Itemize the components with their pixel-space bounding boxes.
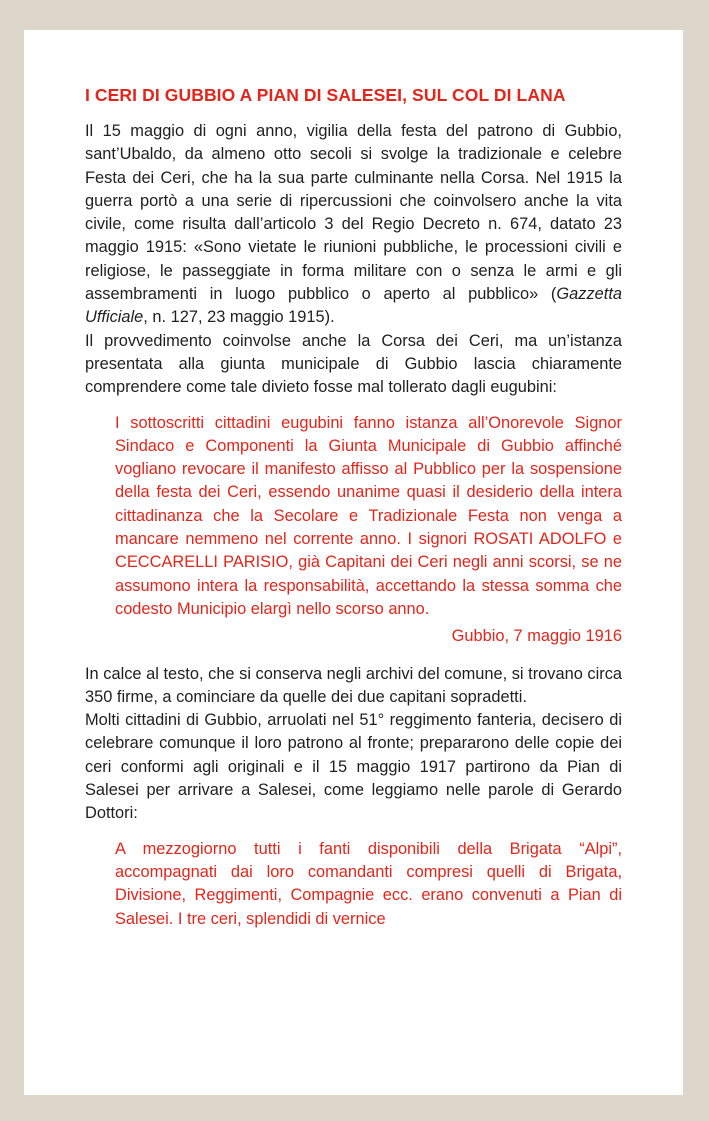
petition-quote	[115, 412, 622, 622]
page	[24, 30, 683, 1095]
article	[85, 85, 622, 931]
paragraph-4: Molti cittadini di Gubbio, arruolati nel 51° reggimento fanteria, decisero di celebrare comunque il loro patrono al fronte; prepararono delle copie dei ceri conformi agli originali e il 15 maggio 1917 partirono da Pian di Salesei per arrivare a Salesei, come leggiamo nelle parole di Gerardo Dottori:	[85, 711, 622, 823]
paragraph-1-text: Il 15 maggio di ogni anno, vigilia della festa del patrono di Gubbio, sant’Ubaldo, da almeno otto secoli si svolge la tradizionale e celebre Festa dei Ceri, che ha la sua parte culminante nella Corsa. Nel 1915 la guerra portò a una serie di ripercussioni che coinvolsero anche la vita civile, come risulta dall’articolo 3 del Regio Decreto n. 674, datato 23 maggio 1915: «Sono vietate le riunioni pubbliche, le processioni civili e religiose, le passeggiate in forma militare con o senza le armi e gli assembramenti in luogo pubblico o aperto al pubblico» (	[85, 122, 622, 304]
petition-quote-text: I sottoscritti cittadini eugubini fanno istanza all’Onorevole Signor Sindaco e Componenti la Giunta Municipale di Gubbio affinché vogliano revocare il manifesto affisso al Pubblico per la sospensione della festa dei Ceri, essendo unanime quasi il desiderio della intera cittadinanza che la Secolare e Tradizionale Festa non venga a mancare nemmeno nel corrente anno. I signori ROSATI ADOLFO e CECCARELLI PARISIO, già Capitani dei Ceri negli anni scorsi, se ne assumono intera la responsabilità, accettando la stessa somma che codesto Municipio elargì nello scorso anno.	[115, 413, 622, 618]
dottori-quote-text: A mezzogiorno tutti i fanti disponibili della Brigata “Alpi”, accompagnati dai loro comandanti compresi quelli di Brigata, Divisione, Reggimenti, Compagnie ecc. erano convenuti a Pian di Salesei. I tre ceri, splendidi di vernice	[115, 839, 622, 928]
gazzetta-title: Gazzetta Ufficiale	[85, 285, 622, 327]
paragraph-3: In calce al testo, che si conserva negli archivi del comune, si trovano circa 350 firme, a cominciare da quelle dei due capitani sopradetti.	[85, 664, 622, 706]
paragraph-1-end: , n. 127, 23 maggio 1915).	[143, 308, 335, 327]
petition-signature: Gubbio, 7 maggio 1916	[451, 627, 622, 646]
paragraph-1	[85, 120, 622, 330]
dottori-quote	[115, 838, 622, 931]
article-heading: I CERI DI GUBBIO A PIAN DI SALESEI, SUL COL DI LANA	[85, 85, 566, 105]
paragraph-2: Il provvedimento coinvolse anche la Corsa dei Ceri, ma un’istanza presentata alla giunta municipale di Gubbio lascia chiaramente comprendere come tale divieto fosse mal tollerato dagli eugubini:	[85, 331, 622, 397]
